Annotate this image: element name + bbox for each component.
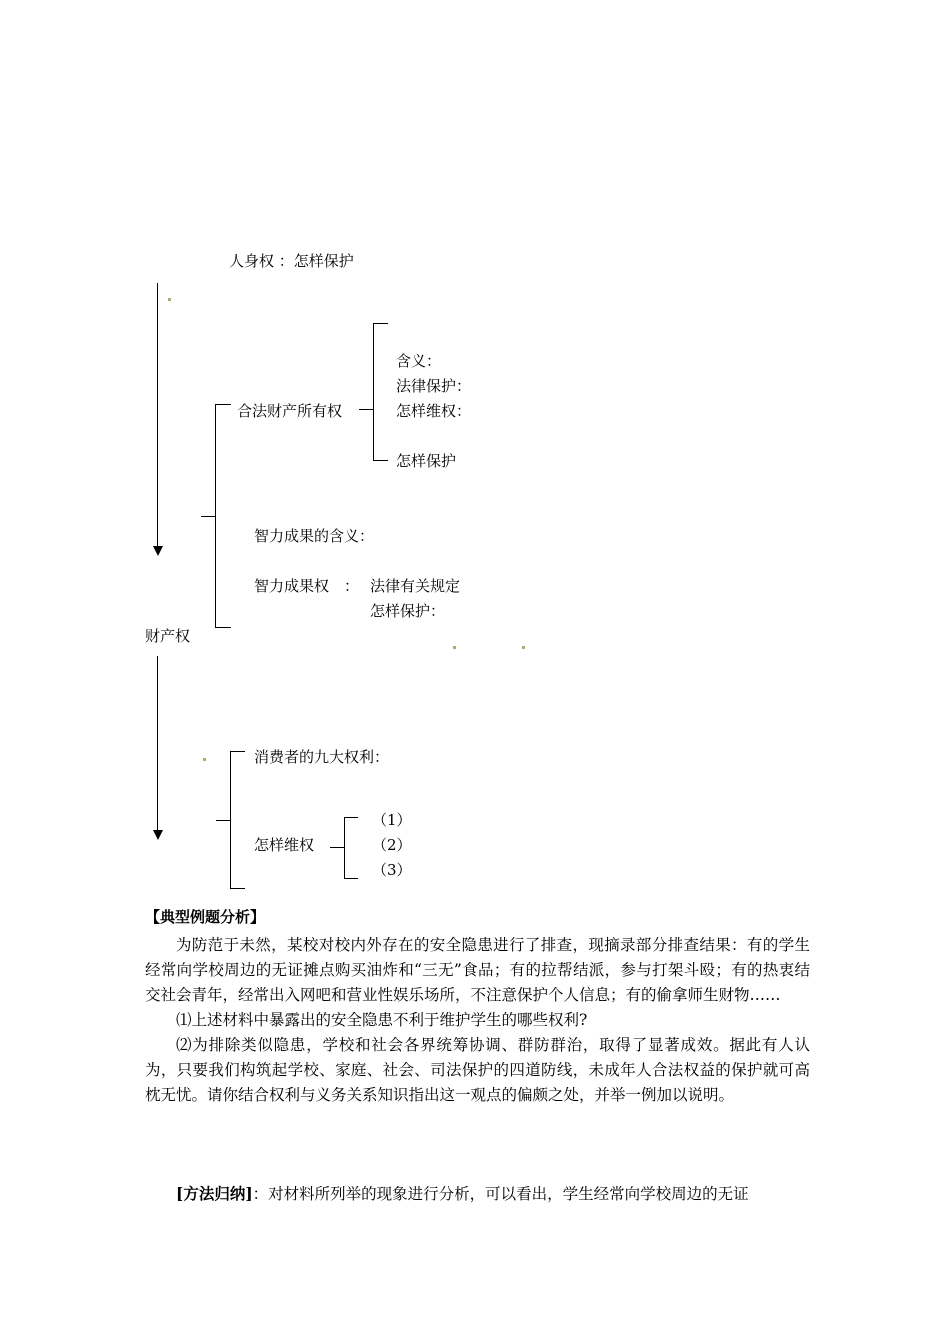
how-protect-label: 怎样保护 — [396, 452, 457, 470]
how-defend-label: 怎样维权： — [396, 402, 472, 420]
bracket-items-stem — [330, 847, 344, 848]
legal-provisions-label: 法律有关规定 — [370, 577, 461, 595]
method-label: [方法归纳] — [176, 1184, 253, 1203]
property-right-label: 财产权 — [145, 627, 191, 645]
vertical-arrow-line-top — [157, 283, 158, 547]
bracket-main-bottom — [215, 627, 231, 628]
question-2: ⑵为排除类似隐患，学校和社会各界统筹协调、群防群治，取得了显著成效。据此有人认为，只要我们构筑起学校、家庭、社会、司法保护的四道防线，未成年人合法权益的保护就可高枕无忧。请你结合权利与义务关系知识指出这一观点的偏颇之处，并举一例加以说明。 — [145, 1036, 810, 1104]
vertical-arrow-line-bottom — [157, 656, 158, 831]
section-heading: 【典型例题分析】 — [145, 908, 266, 926]
legal-protection-label: 法律保护： — [396, 377, 472, 395]
personal-right-label: 人身权 ：怎样保护 — [229, 252, 354, 270]
speck-dot — [522, 646, 525, 649]
method-text: ：对材料所列举的现象进行分析，可以看出，学生经常向学校周边的无证 — [252, 1185, 749, 1203]
bracket-items-vertical — [344, 817, 345, 879]
legal-property-label: 合法财产所有权 — [237, 402, 343, 420]
speck-dot — [453, 646, 456, 649]
bracket-items-bottom — [344, 878, 358, 879]
bracket-consumer-stem — [216, 820, 230, 821]
bracket-sub-top — [373, 323, 388, 324]
material-paragraph: 为防范于未然，某校对校内外存在的安全隐患进行了排查，现摘录部分排查结果：有的学生经常向学校周边的无证摊点购买油炸和“三无”食品；有的拉帮结派，参与打架斗殴；有的热衷结交社会青年，经常出入网吧和营业性娱乐场所，不注意保护个人信息；有的偷拿师生财物…… — [145, 936, 810, 1004]
bracket-consumer-vertical — [230, 751, 231, 889]
arrow-head-bottom-icon — [153, 830, 163, 840]
item-3: （3） — [372, 861, 412, 879]
item-2: （2） — [372, 836, 412, 854]
consumer-rights-label: 消费者的九大权利： — [254, 748, 390, 766]
bracket-items-top — [344, 817, 358, 818]
bracket-main-vertical — [215, 404, 216, 628]
meaning-label: 含义： — [396, 352, 442, 370]
bracket-main-top — [215, 404, 231, 405]
item-1: （1） — [372, 811, 412, 829]
bracket-sub-stem — [359, 409, 373, 410]
question-1: ⑴上述材料中暴露出的安全隐患不利于维护学生的哪些权利? — [176, 1011, 588, 1029]
method-summary — [176, 1184, 749, 1204]
how-protect-2-label: 怎样保护： — [370, 602, 446, 620]
intellectual-meaning-label: 智力成果的含义： — [254, 527, 375, 545]
arrow-head-top-icon — [153, 546, 163, 556]
analysis-body — [145, 933, 810, 1108]
bracket-sub-bottom — [373, 460, 388, 461]
bracket-main-stem — [201, 516, 215, 517]
bracket-sub-vertical — [373, 323, 374, 461]
speck-dot — [168, 298, 171, 301]
bracket-consumer-top — [230, 751, 245, 752]
how-defend-rights-label: 怎样维权 — [254, 836, 315, 854]
intellectual-right-label: 智力成果权 ： — [254, 577, 360, 595]
speck-dot — [203, 758, 206, 761]
bracket-consumer-bottom — [230, 888, 245, 889]
